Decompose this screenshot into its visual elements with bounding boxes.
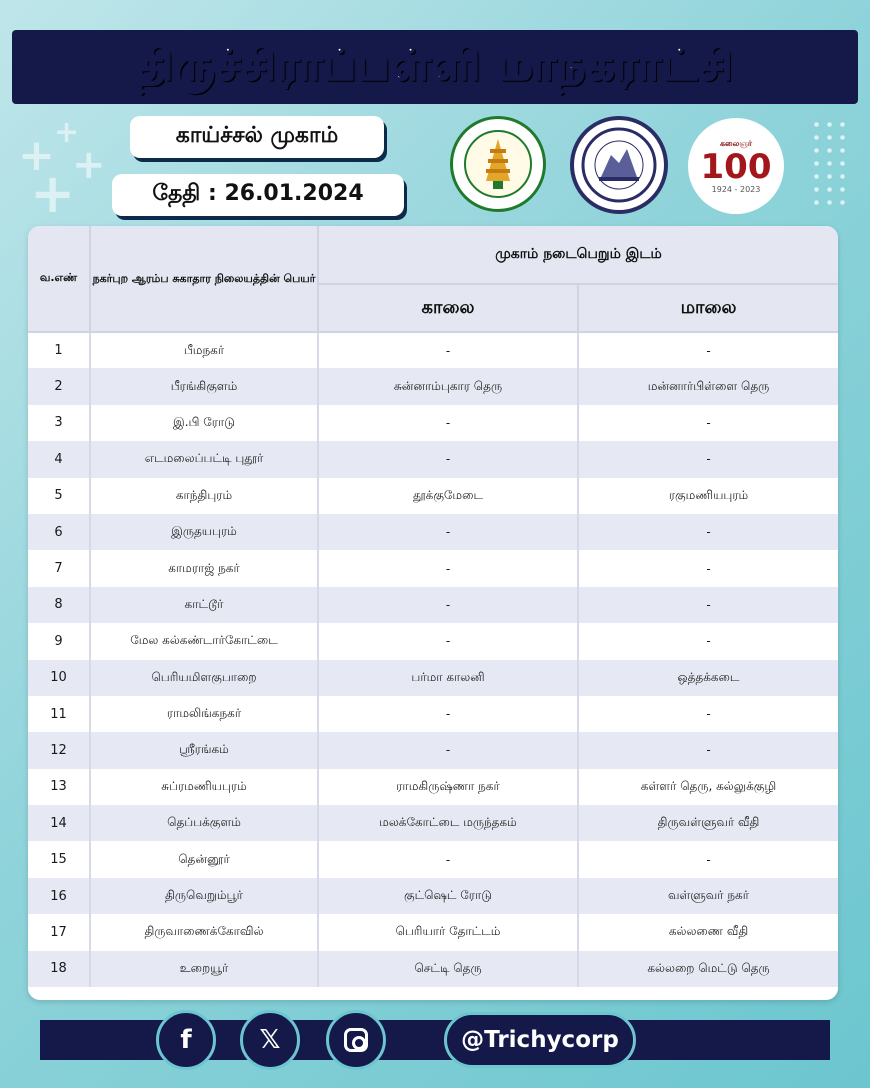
cell-serial-number: 2	[28, 368, 90, 404]
date-label: தேதி : 26.01.2024	[112, 174, 404, 216]
plus-decoration-icon: +	[30, 162, 76, 225]
camp-label: காய்ச்சல் முகாம்	[130, 116, 384, 158]
city-corporation-logo	[570, 116, 668, 214]
cell-health-centre: ராமலிங்கநகர்	[90, 696, 318, 732]
cell-morning-location: சுன்னாம்புகார தெரு	[318, 368, 578, 404]
rockfort-icon	[579, 125, 659, 205]
cell-health-centre: பீமநகர்	[90, 332, 318, 368]
table-row	[28, 841, 838, 877]
kalaignar-years: 1924 - 2023	[711, 184, 761, 194]
cell-evening-location: ரகுமணியபுரம்	[578, 478, 838, 514]
cell-serial-number: 7	[28, 550, 90, 586]
cell-evening-location: கல்லறை மெட்டு தெரு	[578, 951, 838, 987]
cell-health-centre: மேல கல்கண்டார்கோட்டை	[90, 623, 318, 659]
cell-health-centre: திருவெறும்பூர்	[90, 878, 318, 914]
cell-health-centre: இ.பி ரோடு	[90, 405, 318, 441]
cell-morning-location: செட்டி தெரு	[318, 951, 578, 987]
cell-morning-location: -	[318, 623, 578, 659]
cell-morning-location: -	[318, 587, 578, 623]
header-camp-location: முகாம் நடைபெறும் இடம்	[318, 226, 838, 284]
cell-health-centre: எடமலைப்பட்டி புதூர்	[90, 441, 318, 477]
cell-serial-number: 14	[28, 805, 90, 841]
cell-serial-number: 10	[28, 660, 90, 696]
table-row	[28, 696, 838, 732]
cell-evening-location: -	[578, 623, 838, 659]
cell-health-centre: திருவாணைக்கோவில்	[90, 914, 318, 950]
table-row	[28, 805, 838, 841]
cell-serial-number: 13	[28, 769, 90, 805]
cell-health-centre: பெரியமிளகுபாறை	[90, 660, 318, 696]
table-body	[28, 332, 838, 987]
kalaignar-100-logo	[688, 118, 784, 214]
cell-health-centre: உறையூர்	[90, 951, 318, 987]
table-row	[28, 769, 838, 805]
table-row	[28, 478, 838, 514]
header-health-centre: நகர்புற ஆரம்ப சுகாதார நிலையத்தின் பெயர்	[90, 226, 318, 332]
social-handle[interactable]: @Trichycorp	[444, 1012, 636, 1068]
cell-evening-location: கள்ளர் தெரு, கல்லுக்குழி	[578, 769, 838, 805]
cell-health-centre: இருதயபுரம்	[90, 514, 318, 550]
cell-morning-location: -	[318, 405, 578, 441]
table-row	[28, 587, 838, 623]
table-row	[28, 878, 838, 914]
cell-evening-location: -	[578, 732, 838, 768]
cell-serial-number: 4	[28, 441, 90, 477]
table-row	[28, 368, 838, 404]
cell-evening-location: மன்னார்பிள்ளை தெரு	[578, 368, 838, 404]
kalaignar-number: 100	[700, 146, 772, 187]
cell-serial-number: 11	[28, 696, 90, 732]
dots-decoration	[810, 118, 850, 208]
table-row	[28, 441, 838, 477]
cell-health-centre: காமராஜ் நகர்	[90, 550, 318, 586]
cell-health-centre: பீரங்கிகுளம்	[90, 368, 318, 404]
cell-health-centre: சுப்ரமணியபுரம்	[90, 769, 318, 805]
cell-evening-location: -	[578, 696, 838, 732]
cell-serial-number: 3	[28, 405, 90, 441]
cell-evening-location: -	[578, 550, 838, 586]
title-banner	[12, 30, 858, 104]
cell-morning-location: -	[318, 841, 578, 877]
page-title: திருச்சிராப்பள்ளி மாநகராட்சி	[136, 38, 734, 90]
cell-serial-number: 15	[28, 841, 90, 877]
kalaignar-text: கலைஞர்	[719, 138, 753, 148]
plus-decoration-icon: +	[18, 130, 55, 181]
cell-health-centre: தெப்பக்குளம்	[90, 805, 318, 841]
cell-serial-number: 9	[28, 623, 90, 659]
temple-gopuram-icon	[463, 129, 533, 199]
cell-evening-location: வள்ளுவர் நகர்	[578, 878, 838, 914]
cell-evening-location: -	[578, 405, 838, 441]
table-row	[28, 732, 838, 768]
cell-evening-location: -	[578, 514, 838, 550]
facebook-icon[interactable]: f	[156, 1010, 216, 1070]
cell-evening-location: கல்லணை வீதி	[578, 914, 838, 950]
header-morning: காலை	[318, 284, 578, 332]
cell-morning-location: பெரியார் தோட்டம்	[318, 914, 578, 950]
header-evening: மாலை	[578, 284, 838, 332]
table-row	[28, 914, 838, 950]
cell-morning-location: ராமகிருஷ்ணா நகர்	[318, 769, 578, 805]
cell-evening-location: -	[578, 587, 838, 623]
cell-morning-location: குட்ஷெட் ரோடு	[318, 878, 578, 914]
cell-morning-location: மலக்கோட்டை மருந்தகம்	[318, 805, 578, 841]
cell-morning-location: -	[318, 514, 578, 550]
camp-schedule-table	[28, 226, 838, 1000]
cell-morning-location: -	[318, 441, 578, 477]
cell-evening-location: திருவள்ளுவர் வீதி	[578, 805, 838, 841]
cell-health-centre: காந்திபுரம்	[90, 478, 318, 514]
cell-health-centre: தென்னூர்	[90, 841, 318, 877]
cell-serial-number: 18	[28, 951, 90, 987]
cell-morning-location: -	[318, 550, 578, 586]
cell-serial-number: 16	[28, 878, 90, 914]
cell-health-centre: காட்டூர்	[90, 587, 318, 623]
table-row	[28, 514, 838, 550]
plus-decoration-icon: +	[54, 115, 80, 150]
table-row	[28, 660, 838, 696]
table-row	[28, 550, 838, 586]
cell-evening-location: ஒத்தக்கடை	[578, 660, 838, 696]
cell-serial-number: 12	[28, 732, 90, 768]
x-twitter-icon[interactable]: 𝕏	[240, 1010, 300, 1070]
table-row	[28, 623, 838, 659]
cell-serial-number: 5	[28, 478, 90, 514]
tamilnadu-emblem-logo	[450, 116, 546, 212]
plus-decoration-icon: +	[72, 142, 106, 188]
cell-serial-number: 1	[28, 332, 90, 368]
cell-morning-location: -	[318, 696, 578, 732]
cell-evening-location: -	[578, 441, 838, 477]
cell-serial-number: 8	[28, 587, 90, 623]
cell-health-centre: ஸ்ரீரங்கம்	[90, 732, 318, 768]
table-row	[28, 332, 838, 368]
cell-evening-location: -	[578, 332, 838, 368]
cell-serial-number: 6	[28, 514, 90, 550]
cell-serial-number: 17	[28, 914, 90, 950]
instagram-icon[interactable]	[326, 1010, 386, 1070]
header-serial-number: வ.எண்	[28, 226, 90, 332]
cell-morning-location: தூக்குமேடை	[318, 478, 578, 514]
cell-evening-location: -	[578, 841, 838, 877]
cell-morning-location: -	[318, 732, 578, 768]
table-row	[28, 951, 838, 987]
table-row	[28, 405, 838, 441]
cell-morning-location: பர்மா காலனி	[318, 660, 578, 696]
cell-morning-location: -	[318, 332, 578, 368]
